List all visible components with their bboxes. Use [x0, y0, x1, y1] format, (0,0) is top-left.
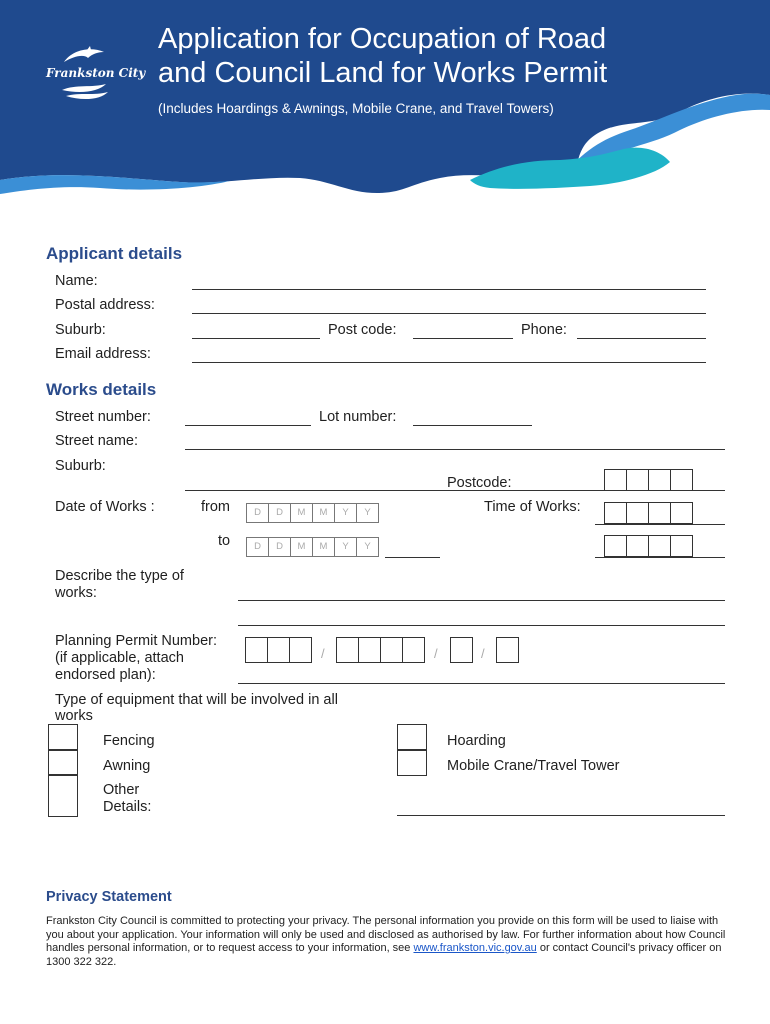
applicant-details-heading: Applicant details: [46, 244, 183, 263]
time-digit-box[interactable]: [648, 535, 671, 557]
describe-works-field-2[interactable]: [238, 625, 725, 626]
awning-checkbox[interactable]: [48, 749, 78, 776]
date-cell[interactable]: Y: [334, 537, 357, 557]
time-from-boxes[interactable]: [604, 502, 692, 524]
name-label: Name:: [55, 273, 98, 289]
other-details-label: [103, 782, 151, 816]
planning-label-line-1: Planning Permit Number:: [55, 633, 217, 649]
lot-number-label: Lot number:: [319, 409, 397, 425]
time-digit-box[interactable]: [626, 535, 649, 557]
date-from-boxes[interactable]: [246, 503, 378, 523]
postcode-digit-box[interactable]: [604, 469, 627, 491]
time-to-boxes[interactable]: [604, 535, 692, 557]
applicant-postcode-label: Post code:: [328, 322, 397, 338]
awning-label: Awning: [103, 758, 151, 774]
permit-digit-box[interactable]: [289, 637, 312, 663]
other-label-line-2: Details:: [103, 799, 152, 815]
applicant-suburb-label: Suburb:: [55, 322, 106, 338]
other-details-field[interactable]: [397, 815, 725, 816]
logo-text: Frankston City: [46, 66, 146, 80]
privacy-text-body: Frankston City Council is committed to protecting your privacy. The personal information you provide on this form will be used to liaise with you about your application. Your information will only be used and disclosed as authorised by law. For further information about how Council handles personal information, or to request access to your information, see: [46, 915, 726, 954]
street-name-label: Street name:: [55, 433, 139, 449]
permit-digit-box[interactable]: [450, 637, 473, 663]
planning-permit-boxes-2[interactable]: [336, 637, 424, 663]
equipment-label-line-1: Type of equipment that will be involved in all: [55, 692, 338, 708]
works-suburb-label: Suburb:: [55, 458, 106, 474]
equipment-label-line-2: works: [55, 708, 93, 724]
planning-permit-boxes-4[interactable]: [496, 637, 518, 663]
mobile-crane-label: Mobile Crane/Travel Tower: [447, 758, 620, 774]
privacy-heading: Privacy Statement: [46, 889, 172, 905]
date-cell[interactable]: Y: [356, 537, 379, 557]
lot-number-field[interactable]: [413, 425, 532, 426]
planning-permit-underline: [238, 683, 725, 684]
street-name-field[interactable]: [185, 449, 725, 450]
permit-separator: /: [321, 646, 325, 661]
works-postcode-label: Postcode:: [447, 475, 512, 491]
time-digit-box[interactable]: [626, 502, 649, 524]
date-cell[interactable]: Y: [356, 503, 379, 523]
fencing-label: Fencing: [103, 733, 155, 749]
date-of-works-label: Date of Works :: [55, 499, 155, 515]
date-to-boxes[interactable]: [246, 537, 378, 557]
date-cell[interactable]: M: [312, 537, 335, 557]
page-title: [158, 22, 718, 90]
mobile-crane-checkbox[interactable]: [397, 749, 427, 776]
time-digit-box[interactable]: [604, 502, 627, 524]
street-number-label: Street number:: [55, 409, 151, 425]
permit-digit-box[interactable]: [245, 637, 268, 663]
equipment-label: [55, 692, 338, 724]
date-cell[interactable]: M: [312, 503, 335, 523]
planning-permit-boxes-1[interactable]: [245, 637, 311, 663]
time-digit-box[interactable]: [648, 502, 671, 524]
date-cell[interactable]: Y: [334, 503, 357, 523]
frankston-city-logo: [44, 44, 146, 106]
date-cell[interactable]: D: [246, 503, 269, 523]
time-of-works-label: Time of Works:: [484, 499, 581, 515]
page-subtitle: (Includes Hoardings & Awnings, Mobile Crane, and Travel Towers): [158, 101, 554, 116]
permit-digit-box[interactable]: [402, 637, 425, 663]
permit-separator: /: [481, 646, 485, 661]
describe-label-line-1: Describe the type of: [55, 568, 184, 584]
date-to-label: to: [218, 533, 231, 549]
phone-field[interactable]: [577, 338, 706, 339]
email-field[interactable]: [192, 362, 706, 363]
date-to-underline: [385, 557, 440, 558]
postal-address-label: Postal address:: [55, 297, 155, 313]
time-digit-box[interactable]: [604, 535, 627, 557]
fencing-checkbox[interactable]: [48, 724, 78, 751]
permit-digit-box[interactable]: [496, 637, 519, 663]
date-cell[interactable]: M: [290, 503, 313, 523]
date-cell[interactable]: D: [268, 503, 291, 523]
street-number-field[interactable]: [185, 425, 311, 426]
postcode-digit-box[interactable]: [648, 469, 671, 491]
permit-digit-box[interactable]: [380, 637, 403, 663]
postcode-digit-box[interactable]: [670, 469, 693, 491]
time-digit-box[interactable]: [670, 535, 693, 557]
describe-works-field-1[interactable]: [238, 600, 725, 601]
permit-digit-box[interactable]: [358, 637, 381, 663]
planning-label-line-2: (if applicable, attach: [55, 650, 184, 666]
title-line-1: Application for Occupation of Road: [158, 23, 607, 55]
time-from-underline: [595, 524, 725, 525]
title-line-2: and Council Land for Works Permit: [158, 57, 608, 89]
other-label-line-1: Other: [103, 782, 140, 798]
postal-address-field[interactable]: [192, 313, 706, 314]
applicant-suburb-field[interactable]: [192, 338, 320, 339]
date-cell[interactable]: M: [290, 537, 313, 557]
permit-separator: /: [434, 646, 438, 661]
privacy-text-end: or contact Council's privacy officer on 1300 322 322.: [46, 942, 722, 968]
time-digit-box[interactable]: [670, 502, 693, 524]
applicant-postcode-field[interactable]: [413, 338, 513, 339]
describe-label-line-2: works:: [55, 585, 97, 601]
date-from-label: from: [201, 499, 230, 515]
planning-label-line-3: endorsed plan):: [55, 667, 156, 683]
date-cell[interactable]: D: [246, 537, 269, 557]
privacy-text: [46, 915, 726, 969]
planning-permit-boxes-3[interactable]: [450, 637, 472, 663]
works-postcode-boxes[interactable]: [604, 469, 692, 491]
permit-digit-box[interactable]: [267, 637, 290, 663]
permit-digit-box[interactable]: [336, 637, 359, 663]
privacy-link[interactable]: www.frankston.vic.gov.au: [413, 942, 537, 954]
time-to-underline: [595, 557, 725, 558]
postcode-digit-box[interactable]: [626, 469, 649, 491]
date-cell[interactable]: D: [268, 537, 291, 557]
works-details-heading: Works details: [46, 380, 157, 399]
describe-works-label: [55, 568, 184, 602]
planning-permit-label: [55, 633, 217, 684]
phone-label: Phone:: [521, 322, 567, 338]
hoarding-checkbox[interactable]: [397, 724, 427, 751]
hoarding-label: Hoarding: [447, 733, 506, 749]
other-checkbox[interactable]: [48, 774, 78, 817]
name-field[interactable]: [192, 289, 706, 290]
email-label: Email address:: [55, 346, 151, 362]
